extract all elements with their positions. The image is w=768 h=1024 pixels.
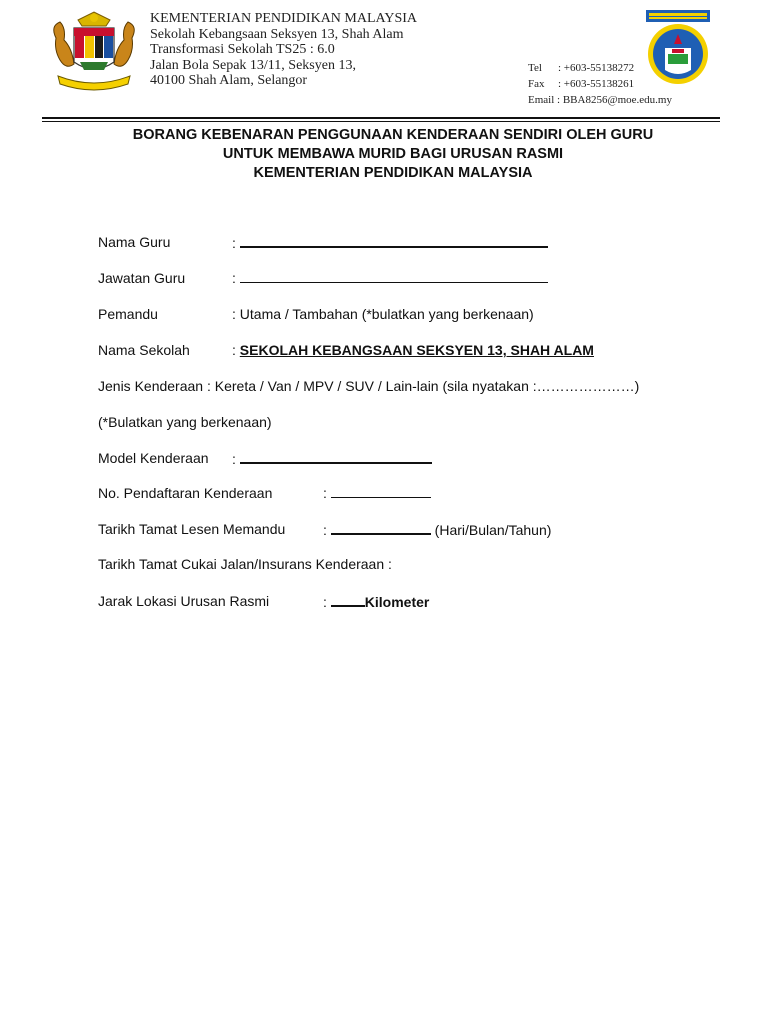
jawatan-label: Jawatan Guru [98,270,186,286]
address-line-2: 40100 Shah Alam, Selangor [150,73,308,88]
tel-row [528,60,672,76]
jenis-kenderaan-line: Jenis Kenderaan : Kereta / Van / MPV / SUV / Lain-lain (sila nyatakan :…………………) [98,378,640,394]
jarak-label: Jarak Lokasi Urusan Rasmi [98,593,270,609]
pemandu-value: : Utama / Tambahan (*bulatkan yang berkenaan) [232,306,534,322]
title-line-3: KEMENTERIAN PENDIDIKAN MALAYSIA [253,165,533,181]
lesen-colon: : [323,522,327,538]
school-name: Sekolah Kebangsaan Seksyen 13, Shah Alam [150,26,404,42]
nama-guru-colon: : [232,235,236,251]
sekolah-value: SEKOLAH KEBANGSAAN SEKSYEN 13, SHAH ALAM [239,342,594,358]
jawatan-colon: : [232,270,236,286]
email: Email : BBA8256@moe.edu.my [528,94,672,106]
lesen-suffix: (Hari/Bulan/Tahun) [434,522,552,538]
bulatkan-note: (*Bulatkan yang berkenaan) [98,414,272,430]
model-label: Model Kenderaan [98,450,209,466]
tel-label: Tel [528,62,542,74]
nama-guru-input-line[interactable] [240,234,548,248]
model-input-line[interactable] [240,450,432,464]
pemandu-label: Pemandu [98,306,158,322]
nama-guru-label: Nama Guru [98,234,171,250]
header-divider-thin [42,121,720,122]
cukai-jalan-label: Tarikh Tamat Cukai Jalan/Insurans Kenderaan : [98,556,392,572]
lesen-label: Tarikh Tamat Lesen Memandu [98,521,286,537]
header-divider [42,117,720,119]
program-text: Transformasi Sekolah TS25 : 6.0 [150,42,335,57]
fax-label: Fax [528,78,545,90]
pendaftaran-label: No. Pendaftaran Kenderaan [98,485,273,501]
fax-value: : +603-55138261 [558,78,635,90]
ministry-name: KEMENTERIAN PENDIDIKAN MALAYSIA [150,11,418,26]
letterhead [150,11,417,89]
lesen-input-line[interactable] [331,521,431,535]
tel-value: : +603-55138272 [558,62,635,74]
jarak-input-line[interactable] [331,593,365,607]
sekolah-colon: : [232,342,236,358]
pendaftaran-colon: : [323,485,327,501]
title-line-2: UNTUK MEMBAWA MURID BAGI URUSAN RASMI [222,146,564,162]
fax-row [528,76,672,92]
jawatan-input-line[interactable] [240,270,548,283]
model-colon: : [232,451,236,467]
jarak-colon: : [323,594,327,610]
contact-info [528,60,672,108]
title-line-1: BORANG KEBENARAN PENGGUNAAN KENDERAAN SENDIRI OLEH GURU [132,127,654,143]
address-line-1: Jalan Bola Sepak 13/11, Seksyen 13, [150,57,356,73]
jarak-unit: Kilometer [364,594,430,610]
coat-of-arms-logo [44,10,144,100]
pendaftaran-input-line[interactable] [331,485,431,498]
sekolah-label: Nama Sekolah [98,342,190,358]
form-title [0,126,768,183]
